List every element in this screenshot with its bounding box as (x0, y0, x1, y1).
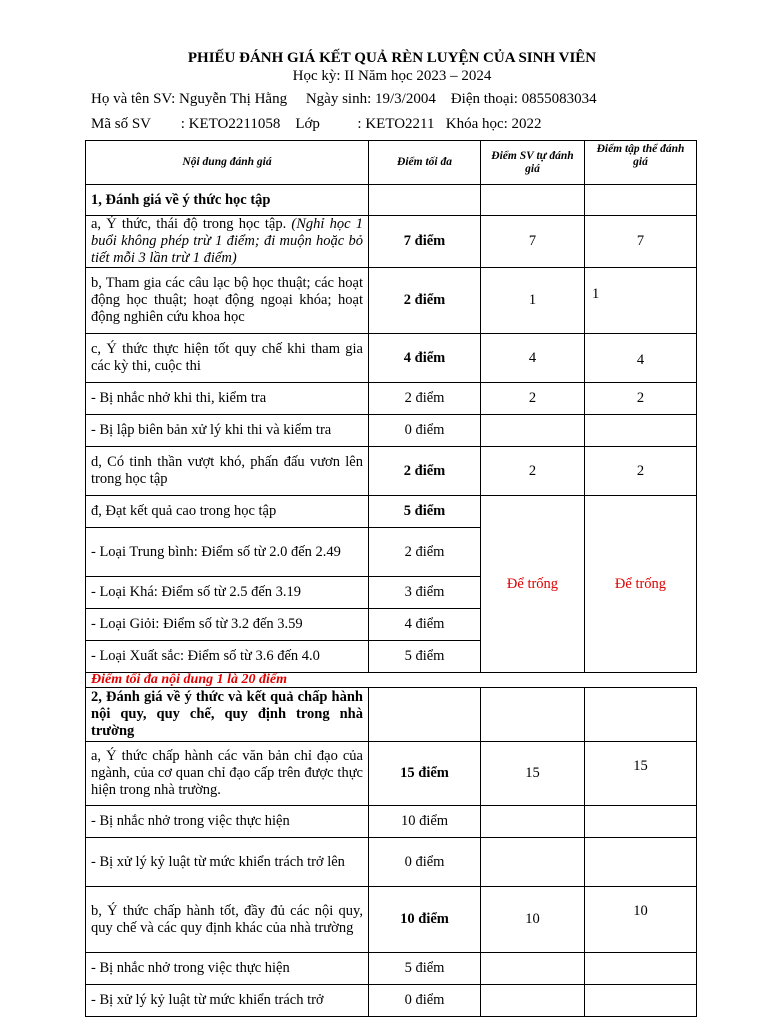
max-score: 2 điểm (369, 268, 481, 334)
section-2-row (86, 688, 697, 742)
semester-line: Học kỳ: II Năm học 2023 – 2024 (292, 68, 492, 84)
criterion-dd1: - Loại Trung bình: Điểm số từ 2.0 đến 2.49 (86, 528, 369, 577)
self-score: 15 (481, 742, 585, 806)
header-collective-score: Điểm tập thể đánh giá (585, 141, 697, 185)
criterion-2b: b, Ý thức chấp hành tốt, đầy đủ các nội quy, quy chế và các quy định khác của nhà trường (86, 887, 369, 953)
header-content: Nội dung đánh giá (86, 141, 369, 185)
max-score: 2 điểm (369, 528, 481, 577)
table-row (86, 806, 697, 838)
student-info-line-1: Họ và tên SV: Nguyễn Thị Hằng Ngày sinh: 19/3/2004 Điện thoại: 0855083034 (91, 91, 597, 107)
table-header-row (86, 141, 697, 185)
max-score: 4 điểm (369, 334, 481, 383)
table-row (86, 216, 697, 268)
self-score: 4 (481, 334, 585, 383)
criterion-a: a, Ý thức, thái độ trong học tập. (Nghỉ học 1 buổi không phép trừ 1 điểm; đi muộn hoặc bỏ tiết mỗi 3 lần trừ 1 điểm) (86, 216, 369, 268)
collective-score: 4 (585, 334, 697, 383)
max-score: 0 điểm (369, 985, 481, 1017)
max-score: 10 điểm (369, 887, 481, 953)
self-score: 1 (481, 268, 585, 334)
table-row (86, 268, 697, 334)
table-row (86, 383, 697, 415)
criterion-2b1: - Bị nhắc nhở trong việc thực hiện (86, 953, 369, 985)
section-1-title: 1, Đánh giá về ý thức học tập (86, 185, 369, 216)
table-row (86, 953, 697, 985)
max-score: 2 điểm (369, 447, 481, 496)
table-row (86, 742, 697, 806)
table-row (86, 496, 697, 528)
criterion-dd2: - Loại Khá: Điểm số từ 2.5 đến 3.19 (86, 577, 369, 609)
criterion-d: d, Có tinh thần vượt khó, phấn đấu vươn lên trong học tập (86, 447, 369, 496)
collective-score: 2 (585, 383, 697, 415)
table-row (86, 415, 697, 447)
criterion-dd3: - Loại Giỏi: Điểm số từ 3.2 đến 3.59 (86, 609, 369, 641)
table-row (86, 887, 697, 953)
max-score: 7 điểm (369, 216, 481, 268)
max-score: 3 điểm (369, 577, 481, 609)
criterion-2a: a, Ý thức chấp hành các văn bản chỉ đạo của ngành, của cơ quan chỉ đạo cấp trên được thực hiện trong nhà trường. (86, 742, 369, 806)
form-title: PHIẾU ĐÁNH GIÁ KẾT QUẢ RÈN LUYỆN CỦA SINH VIÊN (187, 50, 597, 66)
note-row (86, 673, 697, 688)
self-score: 7 (481, 216, 585, 268)
criterion-c: c, Ý thức thực hiện tốt quy chế khi tham gia các kỳ thi, cuộc thi (86, 334, 369, 383)
criterion-2a2: - Bị xử lý kỷ luật từ mức khiển trách trở lên (86, 838, 369, 887)
criterion-c1: - Bị nhắc nhở khi thi, kiểm tra (86, 383, 369, 415)
collective-score: 15 (585, 742, 697, 806)
criterion-2b2: - Bị xử lý kỷ luật từ mức khiển trách trở (86, 985, 369, 1017)
max-score: 0 điểm (369, 415, 481, 447)
max-score: 5 điểm (369, 953, 481, 985)
table-row (86, 985, 697, 1017)
table-row (86, 447, 697, 496)
student-info-line-2: Mã số SV : KETO2211058 Lớp : KETO2211 Khóa học: 2022 (91, 116, 542, 132)
self-score-blank: Để trống (481, 496, 585, 673)
max-score: 4 điểm (369, 609, 481, 641)
criterion-dd: đ, Đạt kết quả cao trong học tập (86, 496, 369, 528)
max-score: 2 điểm (369, 383, 481, 415)
collective-score: 1 (585, 268, 697, 334)
max-score: 0 điểm (369, 838, 481, 887)
criterion-c2: - Bị lập biên bản xử lý khi thi và kiểm tra (86, 415, 369, 447)
header-self-score: Điểm SV tự đánh giá (481, 141, 585, 185)
max-score: 5 điểm (369, 496, 481, 528)
collective-score-blank: Để trống (585, 496, 697, 673)
section-1-row (86, 185, 697, 216)
header-max-score: Điểm tối đa (369, 141, 481, 185)
note-max-section-1: Điểm tối đa nội dung 1 là 20 điểm (86, 673, 697, 688)
max-score: 5 điểm (369, 641, 481, 673)
self-score: 2 (481, 447, 585, 496)
criterion-2a1: - Bị nhắc nhở trong việc thực hiện (86, 806, 369, 838)
max-score: 10 điểm (369, 806, 481, 838)
table-row (86, 838, 697, 887)
criterion-dd4: - Loại Xuất sắc: Điểm số từ 3.6 đến 4.0 (86, 641, 369, 673)
collective-score: 2 (585, 447, 697, 496)
collective-score: 7 (585, 216, 697, 268)
self-score: 2 (481, 383, 585, 415)
max-score: 15 điểm (369, 742, 481, 806)
collective-score: 10 (585, 887, 697, 953)
criterion-b: b, Tham gia các câu lạc bộ học thuật; các hoạt động học thuật; hoạt động ngoại khóa; hoạt động nghiên cứu khoa học (86, 268, 369, 334)
table-row (86, 334, 697, 383)
evaluation-table (85, 140, 697, 1017)
section-2-title: 2, Đánh giá về ý thức và kết quả chấp hành nội quy, quy chế, quy định trong nhà trường (86, 688, 369, 742)
self-score: 10 (481, 887, 585, 953)
